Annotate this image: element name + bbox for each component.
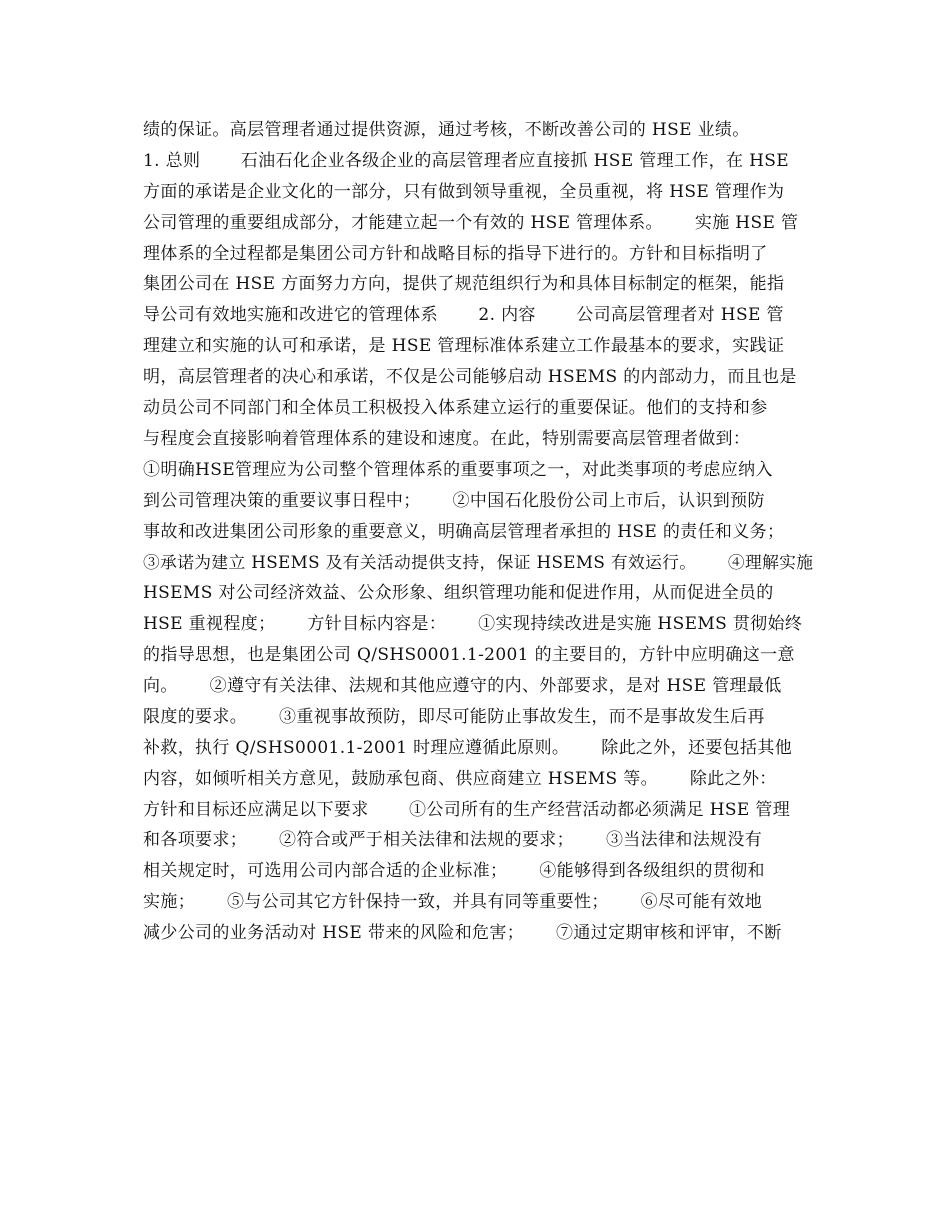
text-line: 事故和改进集团公司形象的重要意义，明确高层管理者承担的 HSE 的责任和义务； [143,521,785,542]
text-line: 集团公司在 HSE 方面努力方向，提供了规范组织行为和具体目标制定的框架，能指 [143,274,785,295]
text-line: 补救，执行 Q/SHS0001.1-2001 时理应遵循此原则。 除此之外，还要包括其他 [143,737,793,758]
text-line: ①明确HSE管理应为公司整个管理体系的重要事项之一，对此类事项的考虑应纳入 [143,459,773,480]
text-line: HSE 重视程度； 方针目标内容是： ①实现持续改进是实施 HSEMS 贯彻始终 [143,614,803,635]
text-line: 减少公司的业务活动对 HSE 带来的风险和危害； ⑦通过定期审核和评审，不断 [143,923,782,944]
text-line: 导公司有效地实施和改进它的管理体系 2. 内容 公司高层管理者对 HSE 管 [143,305,784,326]
text-line: ③承诺为建立 HSEMS 及有关活动提供支持，保证 HSEMS 有效运行。 ④理解实施 [143,552,814,573]
text-line: 动员公司不同部门和全体员工积极投入体系建立运行的重要保证。他们的支持和参 [143,398,768,419]
text-line: 和各项要求； ②符合或严于相关法律和法规的要求； ③当法律和法规没有 [143,830,763,851]
text-line: 明，高层管理者的决心和承诺，不仅是公司能够启动 HSEMS 的内部动力，而且也是 [143,367,797,388]
text-line: 绩的保证。高层管理者通过提供资源，通过考核，不断改善公司的 HSE 业绩。 [143,120,750,140]
text-line: 内容，如倾听相关方意见，鼓励承包商、供应商建立 HSEMS 等。 除此之外： [143,768,777,789]
text-line: 的指导思想，也是集团公司 Q/SHS0001.1-2001 的主要目的，方针中应明确这一意 [143,645,795,666]
text-line: 相关规定时，可选用公司内部合适的企业标准； ④能够得到各级组织的贯彻和 [143,861,765,882]
text-line: 实施； ⑤与公司其它方针保持一致，并具有同等重要性； ⑥尽可能有效地 [143,892,763,913]
text-line: 限度的要求。 ③重视事故预防，即尽可能防止事故发生，而不是事故发生后再 [143,706,765,727]
text-line: 到公司管理决策的重要议事日程中； ②中国石化股份公司上市后，认识到预防 [143,490,765,511]
text-line: HSEMS 对公司经济效益、公众形象、组织管理功能和促进作用，从而促进全员的 [143,583,774,604]
body-text [143,115,815,949]
text-line: 与程度会直接影响着管理体系的建设和速度。在此，特别需要高层管理者做到： [143,428,751,449]
text-line: 1. 总则 石油石化企业各级企业的高层管理者应直接抓 HSE 管理工作，在 HSE [143,150,790,171]
text-line: 方面的承诺是企业文化的一部分，只有做到领导重视，全员重视，将 HSE 管理作为 [143,181,785,202]
text-line: 方针和目标还应满足以下要求 ①公司所有的生产经营活动都必须满足 HSE 管理 [143,799,791,820]
text-line: 理体系的全过程都是集团公司方针和战略目标的指导下进行的。方针和目标指明了 [143,243,768,264]
text-line: 理建立和实施的认可和承诺，是 HSE 管理标准体系建立工作最基本的要求，实践证 [143,336,785,357]
text-line: 向。 ②遵守有关法律、法规和其他应遵守的内、外部要求，是对 HSE 管理最低 [143,676,782,697]
text-line: 公司管理的重要组成部分，才能建立起一个有效的 HSE 管理体系。 实施 HSE 管 [143,212,799,233]
